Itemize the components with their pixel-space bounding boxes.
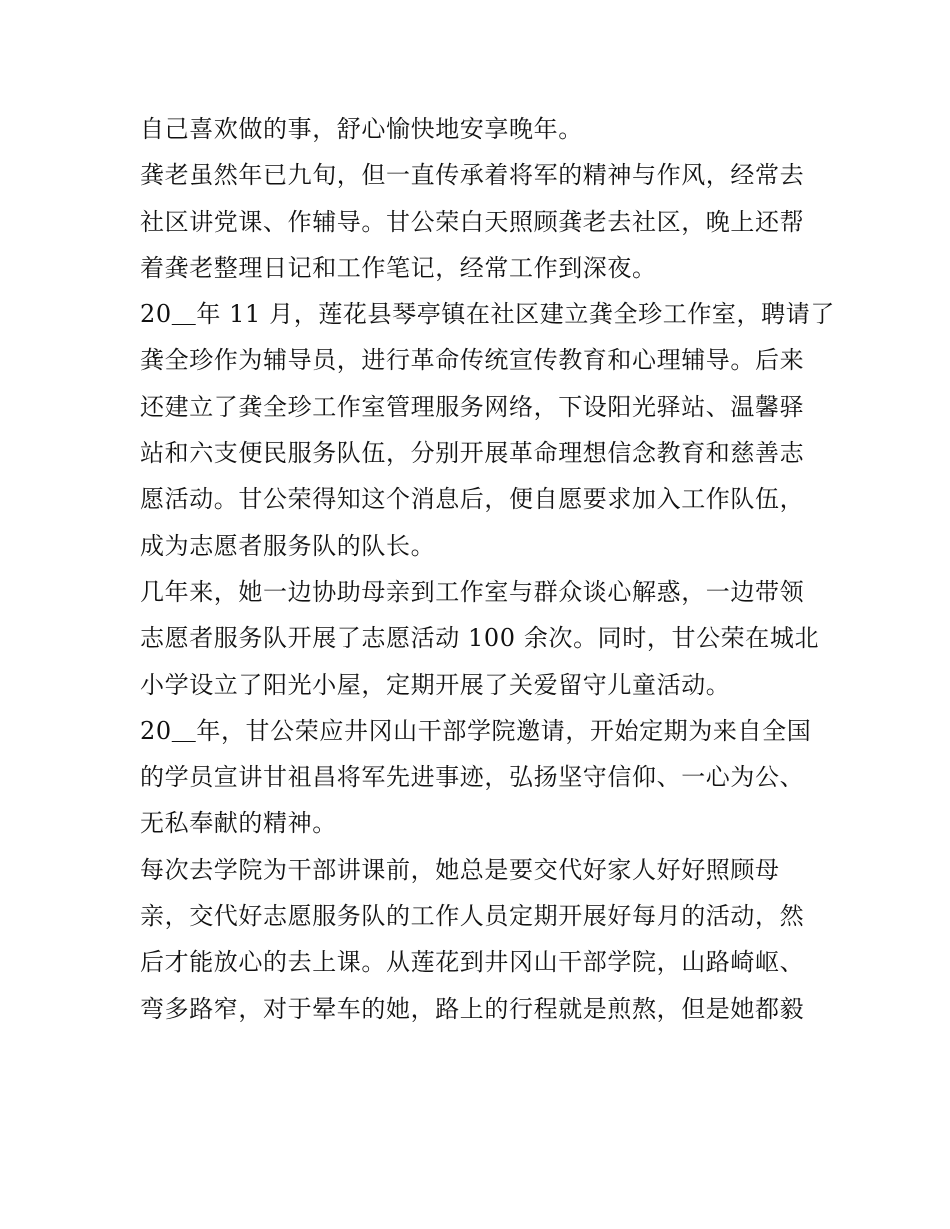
text-line: 着龚老整理日记和工作笔记，经常工作到深夜。	[140, 253, 657, 282]
text-line: 还建立了龚全珍工作室管理服务网络，下设阳光驿站、温馨驿	[140, 392, 805, 421]
text-line: 社区讲党课、作辅导。甘公荣白天照顾龚老去社区，晚上还帮	[140, 207, 805, 236]
text-line: 20＿年 11 月，莲花县琴亭镇在社区建立龚全珍工作室，聘请了	[140, 300, 835, 329]
text-line: 愿活动。甘公荣得知这个消息后，便自愿要求加入工作队伍，	[140, 485, 805, 514]
text-line: 的学员宣讲甘祖昌将军先进事迹，弘扬坚守信仰、一心为公、	[140, 763, 805, 792]
text-line: 后才能放心的去上课。从莲花到井冈山干部学院，山路崎岖、	[140, 948, 805, 977]
text-line: 龚全珍作为辅导员，进行革命传统宣传教育和心理辅导。后来	[140, 346, 805, 375]
paragraph-2	[140, 152, 820, 291]
paragraph-1	[140, 106, 820, 152]
text-line: 成为志愿者服务队的队长。	[140, 531, 436, 560]
paragraph-3	[140, 291, 835, 569]
text-line: 亲，交代好志愿服务队的工作人员定期开展好每月的活动，然	[140, 902, 805, 931]
text-line: 20＿年，甘公荣应井冈山干部学院邀请，开始定期为来自全国	[140, 716, 812, 745]
text-line: 龚老虽然年已九旬，但一直传承着将军的精神与作风，经常去	[140, 161, 805, 190]
text-line: 几年来，她一边协助母亲到工作室与群众谈心解惑，一边带领	[140, 577, 805, 606]
text-line: 弯多路窄，对于晕车的她，路上的行程就是煎熬，但是她都毅	[140, 994, 805, 1023]
text-line: 自己喜欢做的事，舒心愉快地安享晚年。	[140, 115, 583, 143]
text-line: 志愿者服务队开展了志愿活动 100 余次。同时，甘公荣在城北	[140, 624, 820, 653]
text-line: 站和六支便民服务队伍，分别开展革命理想信念教育和慈善志	[140, 439, 805, 468]
paragraph-6	[140, 847, 820, 1032]
paragraph-5	[140, 708, 820, 847]
body-text	[140, 106, 835, 1032]
text-line: 无私奉献的精神。	[140, 809, 337, 838]
text-line: 小学设立了阳光小屋，定期开展了关爱留守儿童活动。	[140, 670, 731, 699]
text-line: 每次去学院为干部讲课前，她总是要交代好家人好好照顾母	[140, 855, 780, 884]
paragraph-4	[140, 569, 820, 708]
